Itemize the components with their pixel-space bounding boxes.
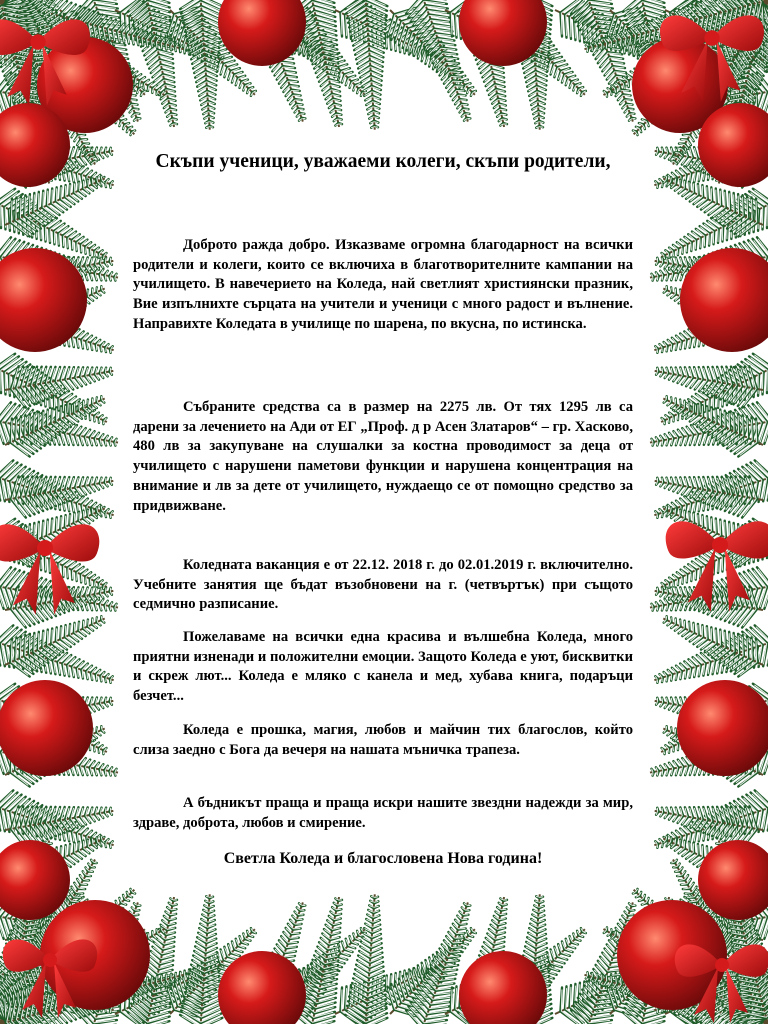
paragraph-wishes: Пожелаваме на всички една красива и вълшебна Коледа, много приятни изненади и положителни емоции. Защото Коледа е уют, бисквитки и скреж лют... Коледа е мляко с канела и мед, хубава книга, подаръци безчет... <box>133 629 633 705</box>
closing-greeting: Светла Коледа и благословена Нова година! <box>223 850 543 867</box>
paragraph-thanks: Доброто ражда добро. Изказваме огромна благодарност на всички родители и колеги, които се включиха в благотворителните кампании на училището. В навечерието на Коледа, най светлият християнски празник, Вие изпълнихте сърцата на учители и ученици с много радост и вълнение. Направихте Коледата в училище по шарена, по вкусна, по истинска. <box>133 237 633 332</box>
pine-branch-icon <box>654 600 768 684</box>
paragraph-forgiveness: Коледа е прошка, магия, любов и майчин тих благослов, който слиза заедно с Бога да вечеря на нашата мъничка трапеза. <box>133 722 633 758</box>
pine-branch-icon <box>0 380 114 464</box>
pine-branch-icon <box>654 380 768 464</box>
paragraph-funds: Събраните средства са в размер на 2275 лв. От тях 1295 лв са дарени за лечението на Ади от ЕГ „Проф. д р Асен Златаров“ – гр. Хасково, 480 лв за закупуване на слушалки за костна проводимост за деца от училището с нарушени паметови функции и нарушена концентрация на внимание и лв за дете от училището, нуждаещо се от помощно средство за придвижване. <box>133 399 633 514</box>
paragraph-vacation: Коледната ваканция е от 22.12. 2018 г. до 02.01.2019 г. включително. Учебните занятия ще бъдат възобновени на г. (четвъртък) при същото седмично разписание. <box>133 557 633 613</box>
letter-title: Скъпи ученици, уважаеми колеги, скъпи родители, <box>155 151 611 172</box>
paragraph-yule-log: А бъдникът праща и праща искри нашите звездни надежди за мир, здраве, доброта, любов и смирение. <box>133 795 633 831</box>
ornament-ball-icon <box>0 680 93 776</box>
pine-branch-icon <box>0 600 114 684</box>
